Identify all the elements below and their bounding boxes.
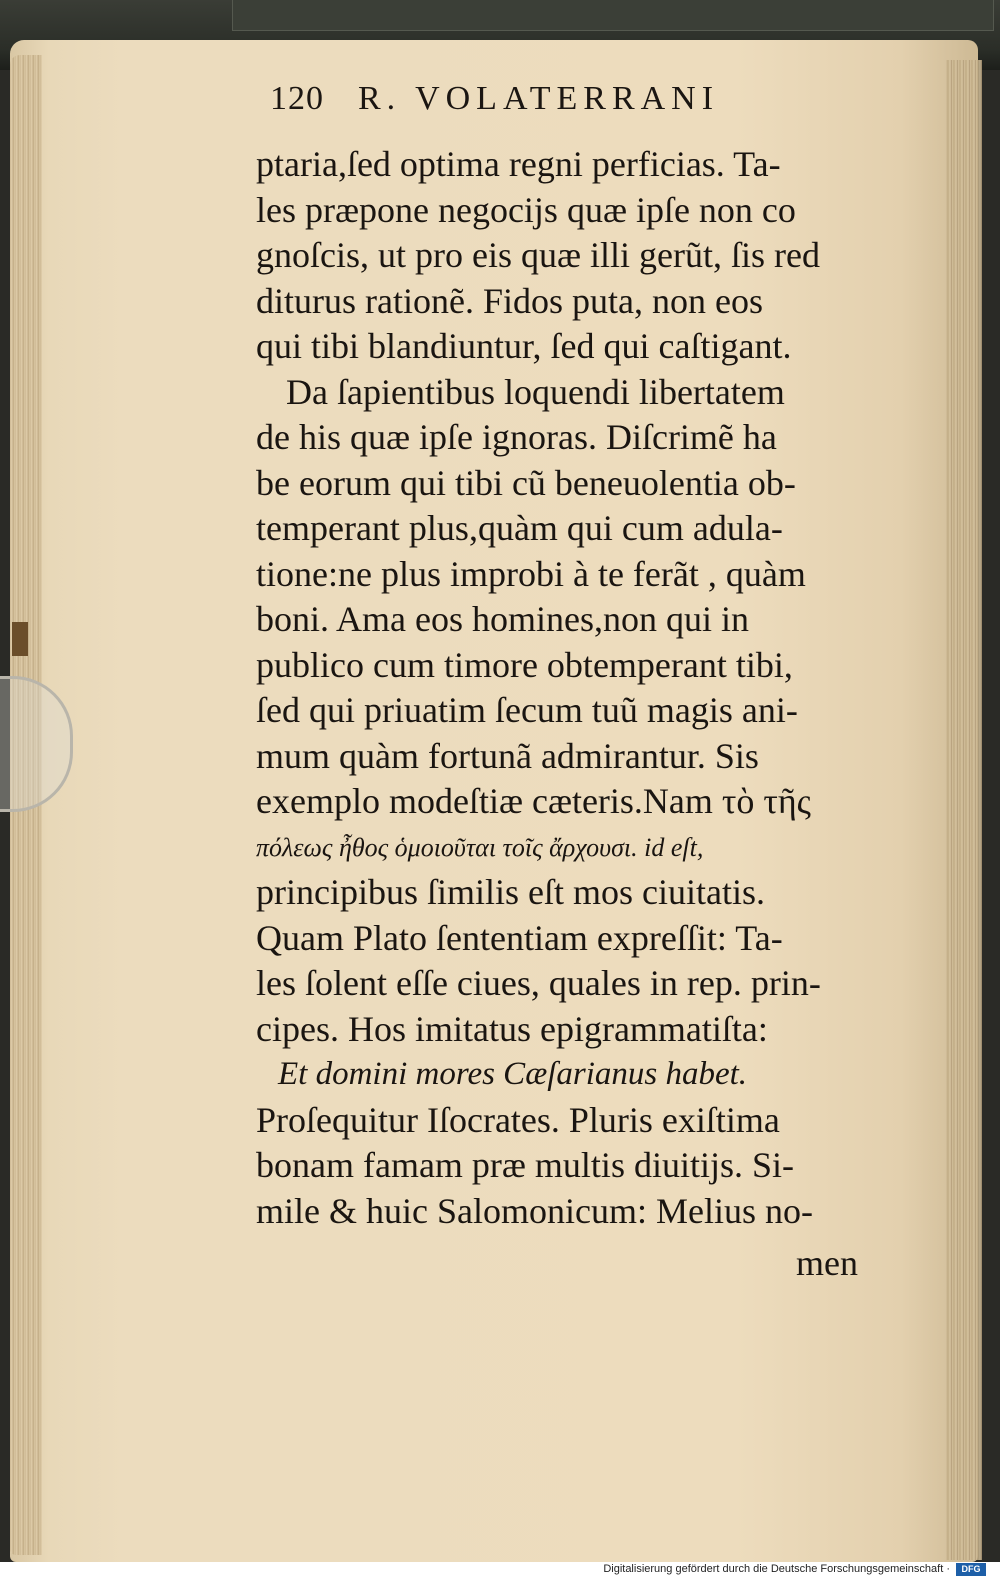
text-line: Quam Plato ſententiam expreſſit: Ta- <box>256 917 783 958</box>
text-line: Proſequitur Iſocrates. Pluris exiſtima <box>256 1099 780 1140</box>
running-head <box>270 80 870 126</box>
catchword: men <box>796 1243 858 1283</box>
text-line: ptaria,ſed optima regni perficias. Ta- <box>256 144 781 184</box>
text-line: ſed qui priuatim ſecum tuũ magis ani- <box>256 690 798 730</box>
book-clamp <box>232 0 994 31</box>
text-line: mile & huic Salomonicum: Melius no- <box>256 1190 813 1231</box>
text-line: de his quæ ipſe ignoras. Diſcrimẽ ha <box>256 417 777 457</box>
text-line: πόλεως ἦθος ὁμοιοῦται τοῖς ἄρχουσι. id eſt, <box>256 832 704 862</box>
text-line: les præpone negocijs quæ ipſe non co <box>256 189 796 230</box>
text-line: bonam famam præ multis diuitijs. Si- <box>256 1145 794 1185</box>
footer-bar <box>0 1562 1000 1578</box>
footer-credit: Digitalisierung gefördert durch die Deutsche Forschungsgemeinschaft · <box>603 1563 950 1575</box>
body-text <box>256 142 916 1302</box>
text-line: gnoſcis, ut pro eis quæ illi gerũt, ſis red <box>256 235 820 275</box>
text-line: diturus rationẽ. Fidos puta, non eos <box>256 280 763 321</box>
text-line: boni. Ama eos homines,non qui in <box>256 599 749 639</box>
text-line: tione:ne plus improbi à te ferãt , quàm <box>256 553 806 594</box>
text-line: exemplo modeſtiæ cæteris.Nam τὸ τῆς <box>256 781 811 821</box>
dfg-logo: DFG <box>956 1563 986 1576</box>
text-line: Da ſapientibus loquendi libertatem <box>286 371 785 412</box>
text-line: qui tibi blandiuntur, ſed qui caſtigant. <box>256 326 792 366</box>
page-number: 120 <box>270 80 324 117</box>
text-line: be eorum qui tibi cũ beneuolentia ob- <box>256 462 796 503</box>
page-edges-right <box>946 60 982 1560</box>
text-line: temperant plus,quàm qui cum adula- <box>256 508 783 548</box>
text-line: publico cum timore obtemperant tibi, <box>256 644 793 685</box>
ribbon-marker <box>12 622 28 656</box>
text-line: mum quàm fortunã admirantur. Sis <box>256 735 759 776</box>
text-line: Et domini mores Cæſarianus habet. <box>278 1056 748 1092</box>
running-title: R. VOLATERRANI <box>358 80 720 117</box>
text-line: principibus ſimilis eſt mos ciuitatis. <box>256 872 765 912</box>
text-line: cipes. Hos imitatus epigrammatiſta: <box>256 1008 768 1049</box>
text-line: les ſolent eſſe ciues, quales in rep. prin- <box>256 963 821 1003</box>
